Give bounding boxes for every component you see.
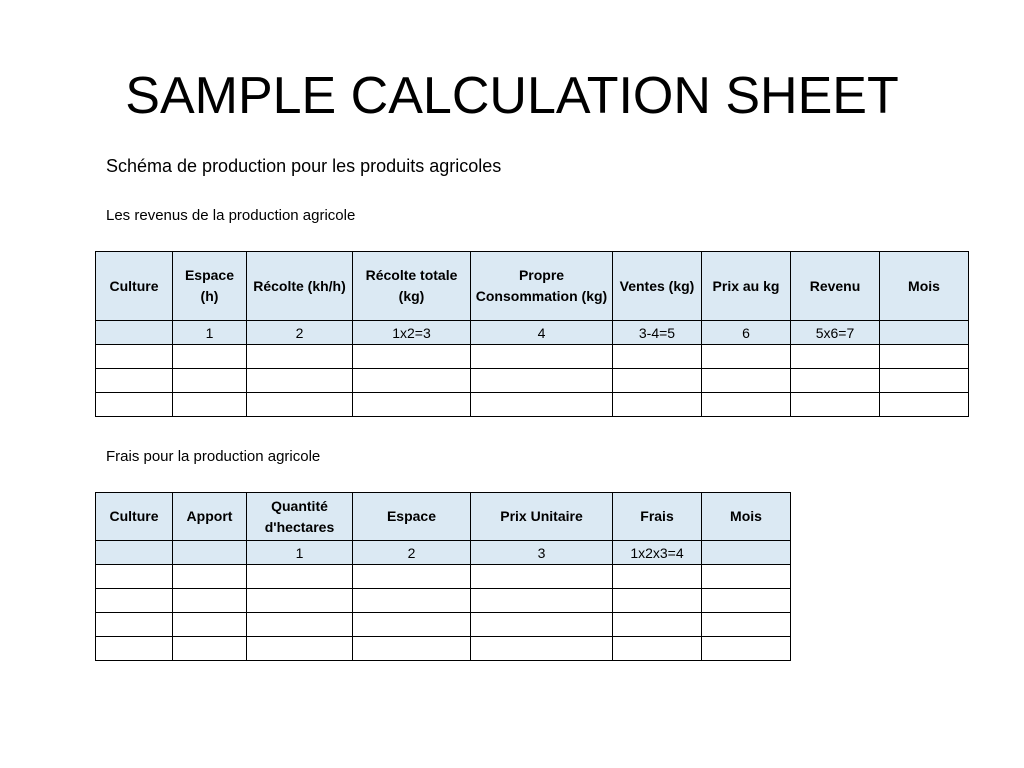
empty-cell bbox=[471, 637, 613, 661]
empty-cell bbox=[702, 613, 791, 637]
empty-cell bbox=[613, 393, 702, 417]
table-row bbox=[96, 345, 969, 369]
empty-cell bbox=[96, 589, 173, 613]
table-row bbox=[96, 369, 969, 393]
empty-cell bbox=[96, 345, 173, 369]
formula-cell: 1 bbox=[247, 541, 353, 565]
frais-caption: Frais pour la production agricole bbox=[106, 448, 321, 465]
empty-cell bbox=[96, 613, 173, 637]
empty-cell bbox=[247, 345, 353, 369]
header-cell-espace: Espace (h) bbox=[173, 252, 247, 321]
empty-cell bbox=[173, 345, 247, 369]
empty-cell bbox=[247, 637, 353, 661]
empty-cell bbox=[702, 637, 791, 661]
formula-cell: 2 bbox=[353, 541, 471, 565]
empty-cell bbox=[173, 613, 247, 637]
empty-cell bbox=[791, 393, 880, 417]
formula-cell: 3-4=5 bbox=[613, 321, 702, 345]
formula-cell bbox=[880, 321, 969, 345]
empty-cell bbox=[96, 393, 173, 417]
empty-cell bbox=[471, 589, 613, 613]
empty-cell bbox=[471, 369, 613, 393]
header-cell-revenu: Revenu bbox=[791, 252, 880, 321]
empty-cell bbox=[353, 637, 471, 661]
empty-cell bbox=[702, 589, 791, 613]
empty-cell bbox=[613, 345, 702, 369]
empty-cell bbox=[791, 345, 880, 369]
empty-cell bbox=[247, 613, 353, 637]
empty-cell bbox=[613, 369, 702, 393]
empty-cell bbox=[702, 393, 791, 417]
formula-row bbox=[96, 321, 969, 345]
formula-cell bbox=[702, 541, 791, 565]
empty-cell bbox=[173, 369, 247, 393]
formula-cell: 2 bbox=[247, 321, 353, 345]
table-row bbox=[96, 393, 969, 417]
empty-cell bbox=[471, 345, 613, 369]
empty-cell bbox=[613, 637, 702, 661]
header-cell-ventes: Ventes (kg) bbox=[613, 252, 702, 321]
empty-cell bbox=[702, 345, 791, 369]
empty-cell bbox=[173, 393, 247, 417]
formula-cell: 3 bbox=[471, 541, 613, 565]
empty-cell bbox=[880, 369, 969, 393]
revenus-table bbox=[95, 251, 969, 417]
empty-cell bbox=[613, 565, 702, 589]
formula-cell: 5x6=7 bbox=[791, 321, 880, 345]
formula-cell: 1x2=3 bbox=[353, 321, 471, 345]
empty-cell bbox=[791, 369, 880, 393]
empty-cell bbox=[247, 393, 353, 417]
empty-cell bbox=[353, 613, 471, 637]
empty-cell bbox=[471, 613, 613, 637]
empty-cell bbox=[173, 565, 247, 589]
formula-cell: 4 bbox=[471, 321, 613, 345]
empty-cell bbox=[880, 345, 969, 369]
empty-cell bbox=[353, 589, 471, 613]
empty-cell bbox=[353, 369, 471, 393]
empty-cell bbox=[353, 345, 471, 369]
empty-cell bbox=[247, 369, 353, 393]
formula-cell bbox=[96, 321, 173, 345]
empty-cell bbox=[247, 589, 353, 613]
header-cell-culture: Culture bbox=[96, 252, 173, 321]
empty-cell bbox=[702, 369, 791, 393]
page-title: SAMPLE CALCULATION SHEET bbox=[125, 67, 899, 125]
header-cell-mois: Mois bbox=[880, 252, 969, 321]
revenus-caption: Les revenus de la production agricole bbox=[106, 207, 356, 224]
empty-cell bbox=[353, 393, 471, 417]
header-cell-recolte-totale: Récolte totale (kg) bbox=[353, 252, 471, 321]
table-row bbox=[96, 565, 791, 589]
empty-cell bbox=[613, 613, 702, 637]
empty-cell bbox=[173, 589, 247, 613]
empty-cell bbox=[96, 637, 173, 661]
page-subtitle: Schéma de production pour les produits agricoles bbox=[106, 156, 502, 176]
table-row bbox=[96, 613, 791, 637]
header-cell-espace: Espace bbox=[353, 493, 471, 541]
header-cell-quantite-hectares: Quantité d'hectares bbox=[247, 493, 353, 541]
formula-cell: 6 bbox=[702, 321, 791, 345]
empty-cell bbox=[353, 565, 471, 589]
empty-cell bbox=[96, 369, 173, 393]
header-cell-frais: Frais bbox=[613, 493, 702, 541]
empty-cell bbox=[702, 565, 791, 589]
formula-row bbox=[96, 541, 791, 565]
empty-cell bbox=[471, 565, 613, 589]
header-cell-apport: Apport bbox=[173, 493, 247, 541]
empty-cell bbox=[247, 565, 353, 589]
formula-cell bbox=[96, 541, 173, 565]
formula-cell bbox=[173, 541, 247, 565]
header-cell-culture: Culture bbox=[96, 493, 173, 541]
empty-cell bbox=[96, 565, 173, 589]
empty-cell bbox=[613, 589, 702, 613]
empty-cell bbox=[173, 637, 247, 661]
empty-cell bbox=[471, 393, 613, 417]
formula-cell: 1 bbox=[173, 321, 247, 345]
header-cell-propre-consommation: Propre Consommation (kg) bbox=[471, 252, 613, 321]
header-cell-prix-au-kg: Prix au kg bbox=[702, 252, 791, 321]
header-cell-prix-unitaire: Prix Unitaire bbox=[471, 493, 613, 541]
table-row bbox=[96, 589, 791, 613]
table-row bbox=[96, 637, 791, 661]
header-cell-recolte: Récolte (kh/h) bbox=[247, 252, 353, 321]
empty-cell bbox=[880, 393, 969, 417]
header-cell-mois: Mois bbox=[702, 493, 791, 541]
formula-cell: 1x2x3=4 bbox=[613, 541, 702, 565]
frais-table bbox=[95, 492, 791, 661]
